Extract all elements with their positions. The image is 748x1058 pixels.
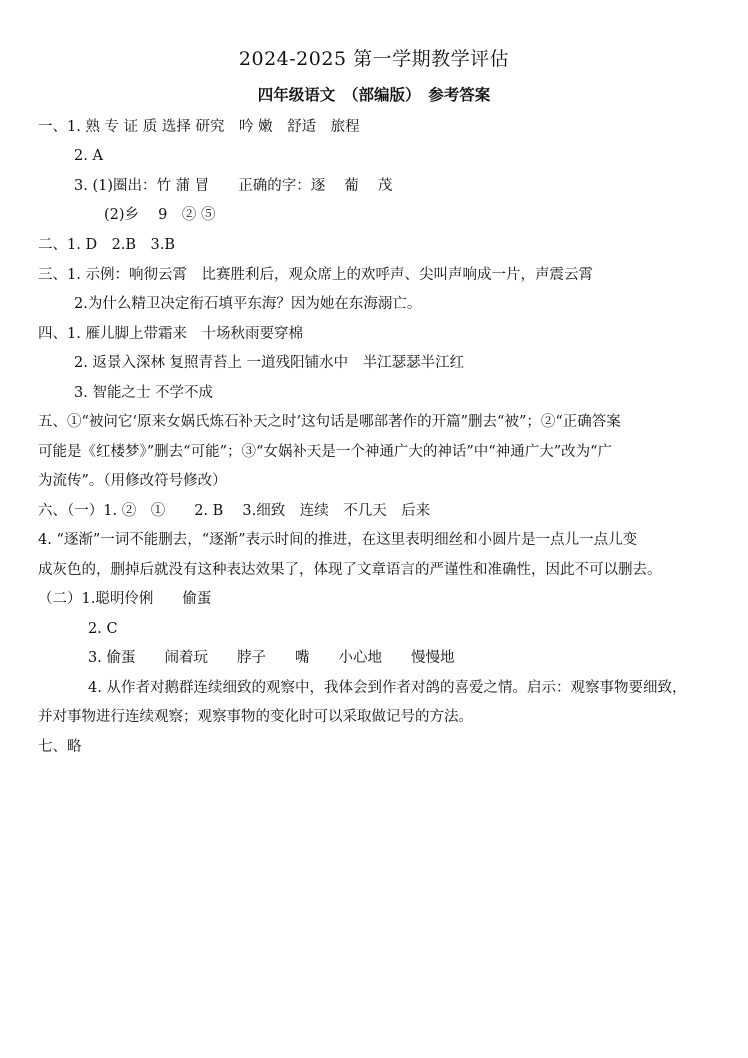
answer-line-3-1: 三、1. 示例：响彻云霄 比赛胜利后，观众席上的欢呼声、尖叫声响成一片，声震云霄 xyxy=(38,267,593,283)
document-subtitle: 四年级语文 （部编版） 参考答案 xyxy=(257,86,491,104)
answer-line-6-2-2: 2. C xyxy=(88,621,118,637)
answer-line-6-4b: 成灰色的，删掉后就没有这种表达效果了，体现了文章语言的严谨性和准确性，因此不可以删去。 xyxy=(38,562,662,578)
answer-line-1-2: 2. A xyxy=(74,148,103,164)
answer-line-1-3b: (2)乡 9 ② ⑤ xyxy=(104,207,216,223)
answer-line-6-1: 六、（一）1. ② ① 2. B 3.细致 连续 不几天 后来 xyxy=(38,503,431,519)
answer-line-1-1: 一、1. 熟 专 证 质 选择 研究 吟 嫩 舒适 旅程 xyxy=(38,119,360,135)
answer-line-7: 七、略 xyxy=(38,739,82,755)
answer-line-4-1: 四、1. 雁儿脚上带霜来 十场秋雨要穿棉 xyxy=(38,326,303,342)
answer-line-5c: 为流传”。（用修改符号修改） xyxy=(38,473,227,489)
answer-line-4-3: 3. 智能之士 不学不成 xyxy=(74,385,214,401)
answer-line-5b: 可能是《红楼梦》”删去“可能”；③“女娲补天是一个神通广大的神话”中“神通广大”改为“广 xyxy=(38,444,613,460)
answer-line-6-4a: 4. “逐渐”一词不能删去，“逐渐”表示时间的推进，在这里表明细丝和小圆片是一点儿一点儿变 xyxy=(38,532,638,548)
answer-line-5a: 五、①“被问它‘原来女娲氏炼石补天之时’这句话是哪部著作的开篇”删去“被”；②“正确答案 xyxy=(38,414,621,430)
answer-line-1-3a: 3. (1)圈出：竹 蒲 冒 正确的字：逐 葡 茂 xyxy=(74,178,393,194)
answer-line-6-2-1: （二）1.聪明伶俐 偷蛋 xyxy=(38,591,212,607)
answer-line-4-2: 2. 返景入深林 复照青苔上 一道残阳铺水中 半江瑟瑟半江红 xyxy=(74,355,465,371)
document-title: 2024-2025 第一学期教学评估 xyxy=(238,48,510,70)
answer-line-6-2-3: 3. 偷蛋 闹着玩 脖子 嘴 小心地 慢慢地 xyxy=(88,650,455,666)
answer-line-3-2: 2.为什么精卫决定衔石填平东海？因为她在东海溺亡。 xyxy=(74,296,422,312)
answer-line-2: 二、1. D 2.B 3.B xyxy=(38,237,176,253)
answer-line-6-2-4b: 并对事物进行连续观察；观察事物的变化时可以采取做记号的方法。 xyxy=(38,709,473,725)
answer-line-6-2-4a: 4. 从作者对鹅群连续细致的观察中，我体会到作者对鸽的喜爱之情。启示：观察事物要细致， xyxy=(88,680,687,696)
